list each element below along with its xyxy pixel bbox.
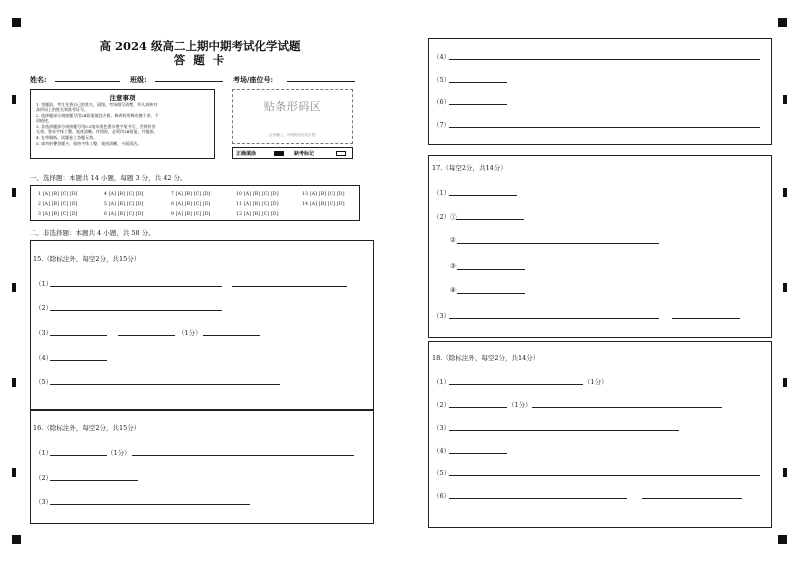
notice-box	[30, 89, 215, 159]
answer-line[interactable]	[457, 269, 525, 270]
q16-part1-label: （1）	[35, 449, 53, 457]
answer-line[interactable]	[457, 243, 659, 244]
q15-part1-label: （1）	[35, 280, 53, 288]
mc-item[interactable]: 4 [A] [B] [C] [D]	[104, 192, 144, 197]
timing-mark	[12, 283, 16, 292]
q16-part3-label: （3）	[35, 498, 53, 506]
answer-line[interactable]	[642, 498, 742, 499]
q16-part4-label: （4）	[433, 53, 451, 61]
q18-part1-points: （1分）	[584, 378, 608, 386]
q16-part2-label: （2）	[35, 474, 53, 482]
barcode-note: （正面朝上，切勿贴出虚线方框）	[266, 133, 319, 137]
seat-field[interactable]	[287, 81, 355, 82]
mc-grid	[30, 185, 360, 221]
corner-mark	[12, 18, 21, 27]
answer-line[interactable]	[132, 455, 354, 456]
q18-part2-points: （1分）	[508, 401, 532, 409]
answer-line[interactable]	[456, 219, 524, 220]
timing-mark	[12, 378, 16, 387]
absent-mark-box[interactable]	[336, 151, 346, 156]
timing-mark	[12, 188, 16, 197]
timing-mark	[783, 95, 787, 104]
answer-line[interactable]	[449, 195, 517, 196]
answer-line[interactable]	[50, 286, 222, 287]
answer-line[interactable]	[232, 286, 347, 287]
q17-part2c-label: ③	[450, 262, 456, 270]
q15-part4-label: （4）	[35, 354, 53, 362]
answer-line[interactable]	[118, 335, 175, 336]
absent-mark-label: 缺考标记	[294, 151, 315, 157]
q18-header: 18.（除标注外，每空2分，共14分）	[432, 354, 540, 362]
answer-line[interactable]	[672, 318, 740, 319]
answer-line[interactable]	[50, 335, 107, 336]
answer-line[interactable]	[50, 360, 107, 361]
corner-mark	[778, 535, 787, 544]
answer-line[interactable]	[449, 318, 659, 319]
q15-part3-label: （3）	[35, 329, 53, 337]
mc-item[interactable]: 12 [A] [B] [C] [D]	[236, 212, 279, 217]
mc-item[interactable]: 11 [A] [B] [C] [D]	[236, 202, 279, 207]
answer-line[interactable]	[449, 498, 627, 499]
notice-line: 5. 请勿折叠答题卡，保持字体工整、笔迹清晰、卡面清洁。	[36, 141, 142, 146]
notice-line: 1. 答题前，考生先将自己的姓名、班级、考场填写清楚，并认真核对	[36, 102, 158, 107]
answer-line[interactable]	[449, 127, 760, 128]
notice-line: 4. 在草稿纸、试题卷上答题无效。	[36, 135, 98, 140]
timing-mark	[783, 468, 787, 477]
q17-part3-label: （3）	[433, 312, 451, 320]
q18-part1-label: （1）	[433, 378, 451, 386]
answer-line[interactable]	[449, 453, 507, 454]
mc-item[interactable]: 13 [A] [B] [C] [D]	[302, 192, 345, 197]
answer-line[interactable]	[50, 504, 250, 505]
corner-mark	[778, 18, 787, 27]
answer-line[interactable]	[449, 407, 507, 408]
answer-line[interactable]	[50, 310, 222, 311]
answer-line[interactable]	[50, 455, 107, 456]
notice-line: 3. 非选择题部分请按题号用0.5毫米黑色墨水签字笔书写，否则作答	[36, 124, 156, 129]
answer-line[interactable]	[449, 104, 507, 105]
q16-continued-box	[428, 38, 772, 145]
mc-item[interactable]: 9 [A] [B] [C] [D]	[171, 212, 211, 217]
timing-mark	[12, 95, 16, 104]
answer-line[interactable]	[203, 335, 260, 336]
q17-part2-label: （2）①	[433, 213, 457, 221]
timing-mark	[783, 283, 787, 292]
notice-line: 无效，要求字体工整、笔迹清晰。作图时，必须用2B铅笔，并描浓。	[36, 129, 158, 134]
class-label: 班级:	[130, 75, 147, 84]
answer-line[interactable]	[532, 407, 722, 408]
q16-header: 16.（除标注外，每空2分，共15分）	[33, 424, 141, 432]
answer-line[interactable]	[449, 82, 507, 83]
q16-part1-points: （1分）	[107, 449, 131, 457]
answer-line[interactable]	[50, 480, 138, 481]
q17-header: 17.（每空2分，共14分）	[432, 164, 507, 172]
q15-header: 15.（除标注外，每空2分，共15分）	[33, 255, 141, 263]
q16-part5-label: （5）	[433, 76, 451, 84]
q16-part7-label: （7）	[433, 121, 451, 129]
page-subtitle: 答 题 卡	[173, 53, 227, 67]
mc-item[interactable]: 7 [A] [B] [C] [D]	[171, 192, 211, 197]
mc-item[interactable]: 2 [A] [B] [C] [D]	[38, 202, 78, 207]
mc-item[interactable]: 5 [A] [B] [C] [D]	[104, 202, 144, 207]
barcode-area	[232, 89, 353, 144]
q18-part4-label: （4）	[433, 447, 451, 455]
answer-line[interactable]	[449, 430, 679, 431]
q15-part3-points: （1分）	[178, 329, 202, 337]
answer-line[interactable]	[449, 384, 583, 385]
mc-item[interactable]: 3 [A] [B] [C] [D]	[38, 212, 78, 217]
q15-part2-label: （2）	[35, 304, 53, 312]
name-label: 姓名:	[30, 75, 47, 84]
q17-part2b-label: ②	[450, 236, 456, 244]
answer-line[interactable]	[449, 475, 760, 476]
q18-part5-label: （5）	[433, 469, 451, 477]
q17-part2d-label: ④	[450, 286, 456, 294]
notice-line: 留痕迹。	[36, 118, 52, 123]
notice-line: 2. 选择题部分请按题号用2B铅笔填涂方框，修改时用橡皮擦干净，不	[36, 113, 159, 118]
timing-mark	[783, 378, 787, 387]
page-title: 高 2024 级高二上期中期考试化学试题	[99, 39, 301, 53]
barcode-title: 贴条形码区	[263, 100, 322, 113]
notice-line: 条形码上的姓名和准考证号。	[36, 107, 88, 112]
q18-part2-label: （2）	[433, 401, 451, 409]
mc-item[interactable]: 10 [A] [B] [C] [D]	[236, 192, 279, 197]
timing-mark	[783, 188, 787, 197]
corner-mark	[12, 535, 21, 544]
name-field[interactable]	[55, 81, 120, 82]
answer-line[interactable]	[449, 59, 760, 60]
mc-item[interactable]: 6 [A] [B] [C] [D]	[104, 212, 144, 217]
mc-item[interactable]: 1 [A] [B] [C] [D]	[38, 192, 78, 197]
answer-line[interactable]	[50, 384, 280, 385]
class-field[interactable]	[155, 81, 223, 82]
q16-part6-label: （6）	[433, 98, 451, 106]
correct-fill-label: 正确填涂	[236, 151, 257, 157]
q18-part6-label: （6）	[433, 492, 451, 500]
answer-line[interactable]	[457, 293, 525, 294]
q18-part3-label: （3）	[433, 424, 451, 432]
correct-fill-sample	[274, 151, 284, 156]
seat-label: 考场/座位号:	[233, 75, 274, 84]
mc-item[interactable]: 8 [A] [B] [C] [D]	[171, 202, 211, 207]
q18-box	[428, 341, 772, 528]
section1-heading: 一、选择题：本题共 14 小题，每题 3 分，共 42 分。	[30, 174, 187, 182]
q17-part1-label: （1）	[433, 189, 451, 197]
q15-part5-label: （5）	[35, 378, 53, 386]
timing-mark	[12, 468, 16, 477]
notice-title: 注意事项	[109, 94, 136, 102]
mc-item[interactable]: 14 [A] [B] [C] [D]	[302, 202, 345, 207]
section2-heading: 二、非选择题：本题共 4 小题，共 58 分。	[30, 229, 155, 237]
q17-box	[428, 155, 772, 338]
fill-legend	[232, 147, 353, 159]
